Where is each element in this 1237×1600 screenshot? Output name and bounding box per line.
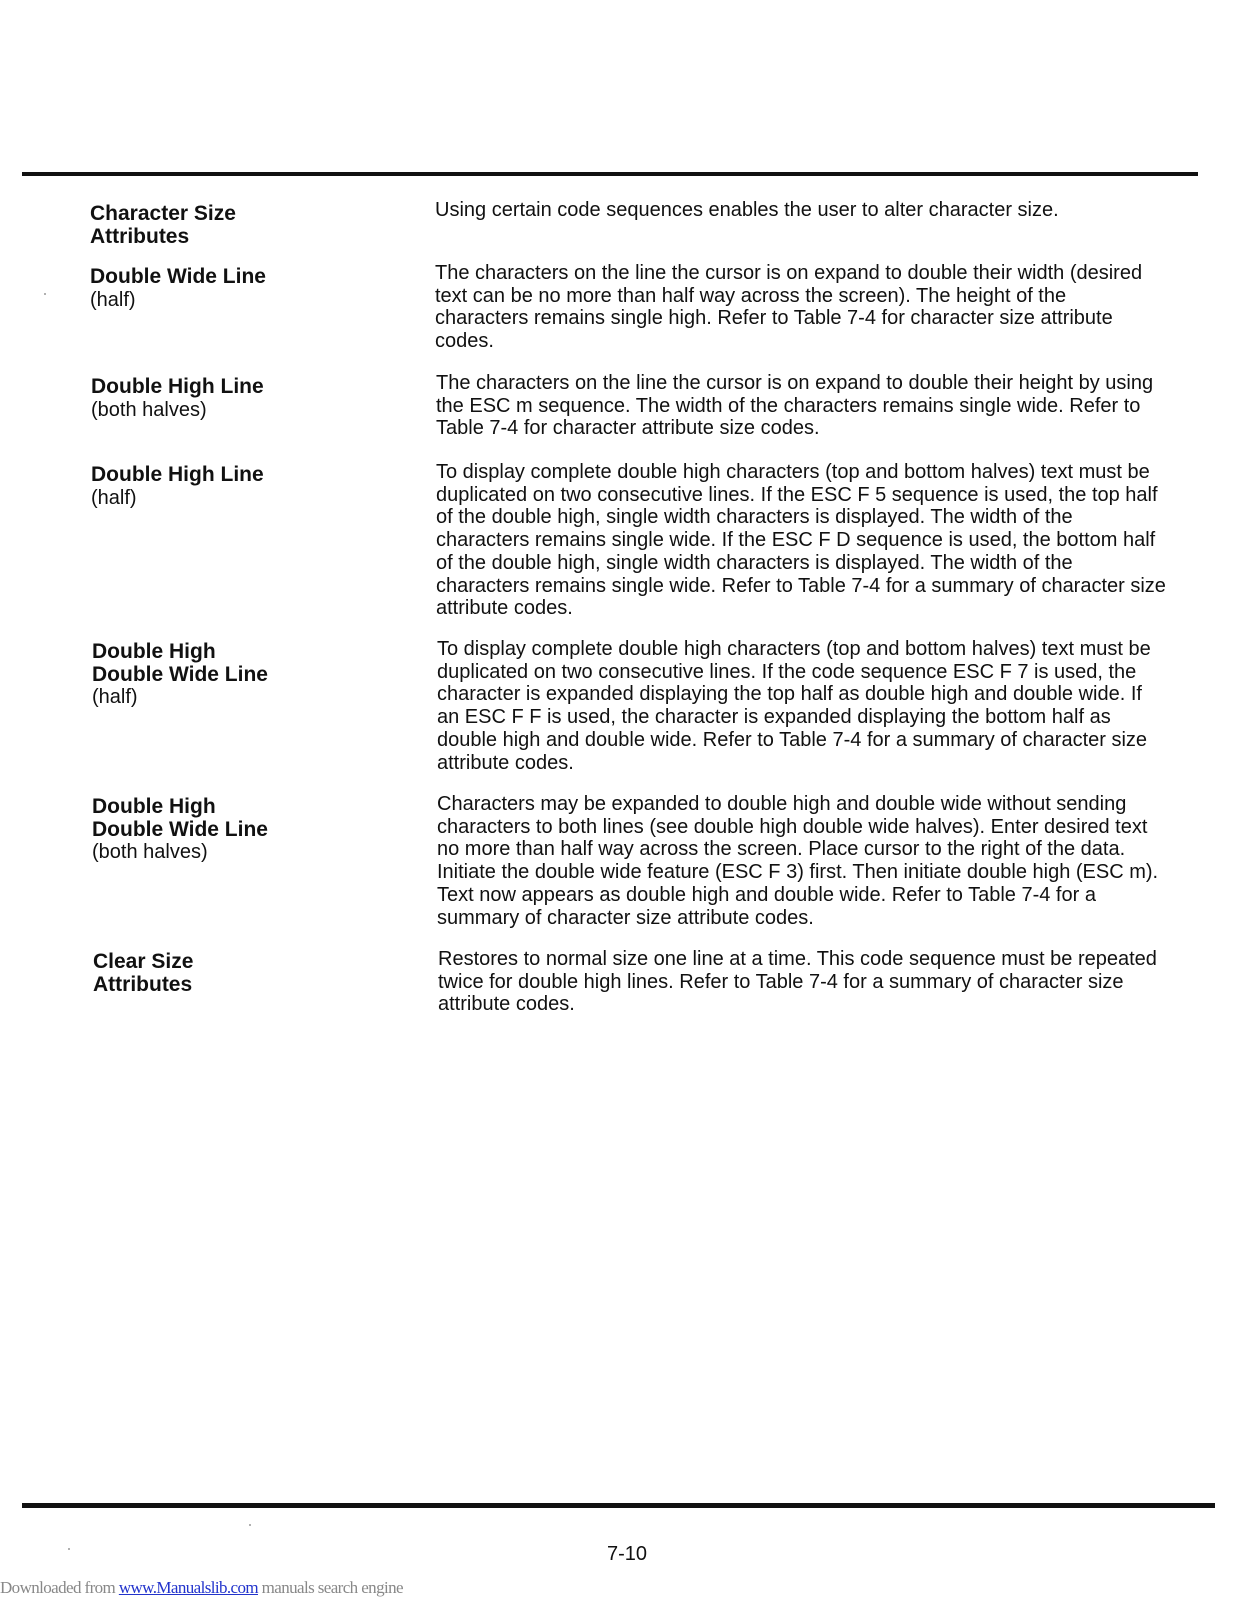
section-title: Double High Double Wide Line [92,640,268,686]
section-description: To display complete double high characters (top and bottom halves) text must be duplicated on two consecutive lines. If the code sequence ESC F 7 is used, the character is expanded displaying the top half as double high and double wide. If an ESC F F is used, the character is expanded displaying the bottom half as double high and double wide. Refer to Table 7-4 for a summary of character size attribute codes. [437,638,1151,774]
scan-speck [44,293,46,295]
section-subtitle: (both halves) [91,398,207,421]
manualslib-link[interactable]: www.Manualslib.com [118,1578,259,1597]
section-term [92,641,392,709]
section-term [93,951,393,996]
section-description: The characters on the line the cursor is on expand to double their height by using the ESC m sequence. The width of the characters remains single wide. Refer to Table 7-4 for character attribute size codes. [436,372,1154,440]
footer-prefix: Downloaded from [0,1578,119,1597]
section-title: Double Wide Line [90,265,266,288]
download-footer [0,1578,403,1598]
section-description: Characters may be expanded to double high and double wide without sending characters to both lines (see double high double wide halves). Enter desired text no more than half way across the screen. Place cursor to the right of the data. Initiate the double wide feature (ESC F 3) first. Then initiate double high (ESC m). Text now appears as double high and double wide. Refer to Table 7-4 for a summary of character size attribute codes. [437,793,1159,929]
section-description: To display complete double high characters (top and bottom halves) text must be duplicated on two consecutive lines. If the ESC F 5 sequence is used, the top half of the double high, single width characters is displayed. The width of the characters remains single wide. If the ESC F D sequence is used, the bottom half of the double high, single width characters is displayed. The width of the characters remains single wide. Refer to Table 7-4 for a summary of character size attribute codes. [436,461,1166,620]
footer-suffix: manuals search engine [258,1578,403,1597]
section-term [90,266,390,311]
section-title: Double High Double Wide Line [92,795,268,841]
section-term [91,376,391,421]
section-description: The characters on the line the cursor is on expand to double their width (desired text can be no more than half way across the screen). The height of the characters remains single high. Refer to Table 7-4 for character size attribute codes. [435,262,1143,353]
scan-speck [68,1548,70,1550]
section-term [90,203,390,248]
section-title: Character Size Attributes [90,202,236,248]
section-subtitle: (half) [91,486,137,509]
section-title: Double High Line [91,463,264,486]
section-subtitle: (both halves) [92,841,208,863]
section-subtitle: (half) [92,686,138,708]
section-description: Using certain code sequences enables the user to alter character size. [435,199,1059,221]
section-description: Restores to normal size one line at a time. This code sequence must be repeated twice for double high lines. Refer to Table 7-4 for a summary of character size attribute codes. [438,948,1157,1016]
bottom-rule [22,1503,1215,1508]
section-title: Clear Size Attributes [93,950,194,996]
page-number: 7-10 [607,1543,648,1565]
top-rule [22,172,1198,176]
section-title: Double High Line [91,375,264,398]
section-term [92,796,392,864]
section-subtitle: (half) [90,288,136,311]
section-term [91,464,391,509]
scan-speck [249,1524,251,1526]
